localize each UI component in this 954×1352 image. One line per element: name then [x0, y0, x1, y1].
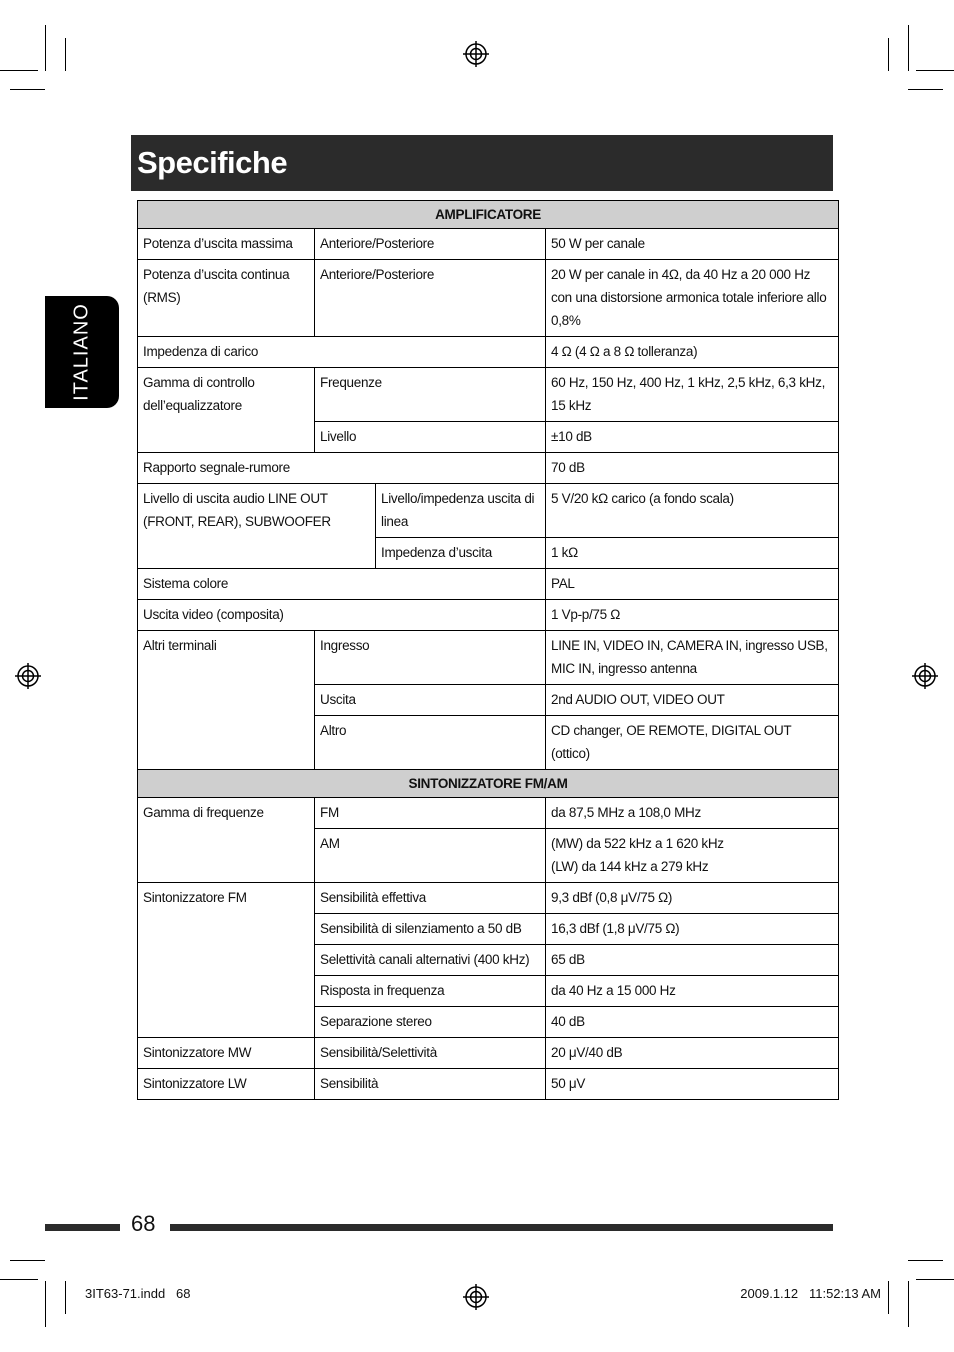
registration-mark-icon [912, 663, 938, 689]
table-row [138, 453, 839, 484]
spec-value: 20 μV/40 dB [546, 1038, 839, 1069]
table-row [138, 569, 839, 600]
crop-mark [908, 89, 943, 90]
spec-value: 50 μV [546, 1069, 839, 1100]
crop-mark [45, 25, 46, 71]
spec-table [137, 200, 839, 1100]
crop-mark [908, 1260, 943, 1261]
spec-label: Livello di uscita audio LINE OUT (FRONT, REAR), SUBWOOFER [138, 484, 376, 569]
spec-sublabel: Uscita [315, 685, 546, 716]
table-row [138, 368, 839, 422]
table-row [138, 1038, 839, 1069]
spec-sublabel: Ingresso [315, 631, 546, 685]
spec-value: 5 V/20 kΩ carico (a fondo scala) [546, 484, 839, 538]
spec-label: Potenza d’uscita continua (RMS) [138, 260, 315, 337]
spec-value: 50 W per canale [546, 229, 839, 260]
crop-mark [65, 1281, 66, 1314]
spec-value: LINE IN, VIDEO IN, CAMERA IN, ingresso USB, MIC IN, ingresso antenna [546, 631, 839, 685]
spec-sublabel: Separazione stereo [315, 1007, 546, 1038]
spec-value: CD changer, OE REMOTE, DIGITAL OUT (ottico) [546, 716, 839, 770]
spec-label: Uscita video (composita) [138, 600, 546, 631]
language-tab [45, 296, 119, 408]
spec-value: da 40 Hz a 15 000 Hz [546, 976, 839, 1007]
spec-value: 4 Ω (4 Ω a 8 Ω tolleranza) [546, 337, 839, 368]
print-timestamp: 2009.1.12 11:52:13 AM [740, 1286, 881, 1301]
spec-sublabel: Anteriore/Posteriore [315, 229, 546, 260]
spec-label: Rapporto segnale-rumore [138, 453, 546, 484]
spec-value: 40 dB [546, 1007, 839, 1038]
crop-mark [888, 1281, 889, 1314]
spec-label: Gamma di frequenze [138, 798, 315, 883]
crop-mark [888, 38, 889, 71]
spec-sublabel: FM [315, 798, 546, 829]
section-header-tuner [138, 770, 839, 798]
spec-value [546, 829, 839, 883]
table-row [138, 260, 839, 337]
spec-value: 20 W per canale in 4Ω, da 40 Hz a 20 000 Hz con una distorsione armonica totale inferiore allo 0,8% [546, 260, 839, 337]
section-title: SINTONIZZATORE FM/AM [138, 770, 839, 798]
spec-value-line: (LW) da 144 kHz a 279 kHz [551, 859, 709, 874]
spec-label: Gamma di controllo dell’equalizzatore [138, 368, 315, 453]
spec-value: 2nd AUDIO OUT, VIDEO OUT [546, 685, 839, 716]
spec-sublabel: Sensibilità effettiva [315, 883, 546, 914]
crop-mark [0, 70, 38, 71]
spec-sublabel: Sensibilità [315, 1069, 546, 1100]
spec-sublabel: AM [315, 829, 546, 883]
registration-mark-icon [463, 1284, 489, 1310]
table-row [138, 600, 839, 631]
spec-value: 16,3 dBf (1,8 μV/75 Ω) [546, 914, 839, 945]
file-info: 3IT63-71.indd 68 [85, 1286, 191, 1301]
spec-sublabel: Risposta in frequenza [315, 976, 546, 1007]
table-row [138, 1069, 839, 1100]
table-row [138, 883, 839, 914]
page-number: 68 [131, 1211, 156, 1236]
spec-value: 60 Hz, 150 Hz, 400 Hz, 1 kHz, 2,5 kHz, 6,3 kHz, 15 kHz [546, 368, 839, 422]
spec-sublabel: Frequenze [315, 368, 546, 422]
spec-sublabel: Livello [315, 422, 546, 453]
registration-mark-icon [463, 41, 489, 67]
spec-value: PAL [546, 569, 839, 600]
table-row [138, 484, 839, 538]
crop-mark [916, 1279, 954, 1280]
crop-mark [10, 89, 45, 90]
spec-sublabel: Sensibilità/Selettività [315, 1038, 546, 1069]
spec-value: 9,3 dBf (0,8 μV/75 Ω) [546, 883, 839, 914]
crop-mark [908, 1281, 909, 1327]
section-header-amplifier [138, 201, 839, 229]
spec-value: 1 Vp-p/75 Ω [546, 600, 839, 631]
spec-label: Potenza d’uscita massima [138, 229, 315, 260]
footer-rule-right [170, 1224, 833, 1231]
language-tab-label: ITALIANO [70, 303, 93, 401]
table-row [138, 798, 839, 829]
table-row [138, 229, 839, 260]
spec-label: Altri terminali [138, 631, 315, 770]
registration-mark-icon [15, 663, 41, 689]
spec-sublabel: Sensibilità di silenziamento a 50 dB [315, 914, 546, 945]
crop-mark [10, 1260, 45, 1261]
spec-sublabel: Selettività canali alternativi (400 kHz) [315, 945, 546, 976]
crop-mark [908, 25, 909, 71]
crop-mark [0, 1279, 38, 1280]
footer-rule-left [45, 1224, 120, 1231]
table-row [138, 631, 839, 685]
spec-label: Impedenza di carico [138, 337, 546, 368]
crop-mark [65, 38, 66, 71]
crop-mark [45, 1281, 46, 1327]
page-title: Specifiche [131, 135, 833, 191]
spec-value-line: (MW) da 522 kHz a 1 620 kHz [551, 836, 724, 851]
spec-sublabel: Anteriore/Posteriore [315, 260, 546, 337]
crop-mark [916, 70, 954, 71]
spec-value: 1 kΩ [546, 538, 839, 569]
table-row [138, 337, 839, 368]
spec-label: Sintonizzatore LW [138, 1069, 315, 1100]
spec-value: da 87,5 MHz a 108,0 MHz [546, 798, 839, 829]
spec-label: Sintonizzatore MW [138, 1038, 315, 1069]
spec-sublabel: Altro [315, 716, 546, 770]
spec-value: 65 dB [546, 945, 839, 976]
section-title: AMPLIFICATORE [138, 201, 839, 229]
spec-sublabel: Impedenza d’uscita [376, 538, 546, 569]
spec-value: 70 dB [546, 453, 839, 484]
spec-label: Sintonizzatore FM [138, 883, 315, 1038]
spec-value: ±10 dB [546, 422, 839, 453]
spec-sublabel: Livello/impedenza uscita di linea [376, 484, 546, 538]
spec-label: Sistema colore [138, 569, 546, 600]
